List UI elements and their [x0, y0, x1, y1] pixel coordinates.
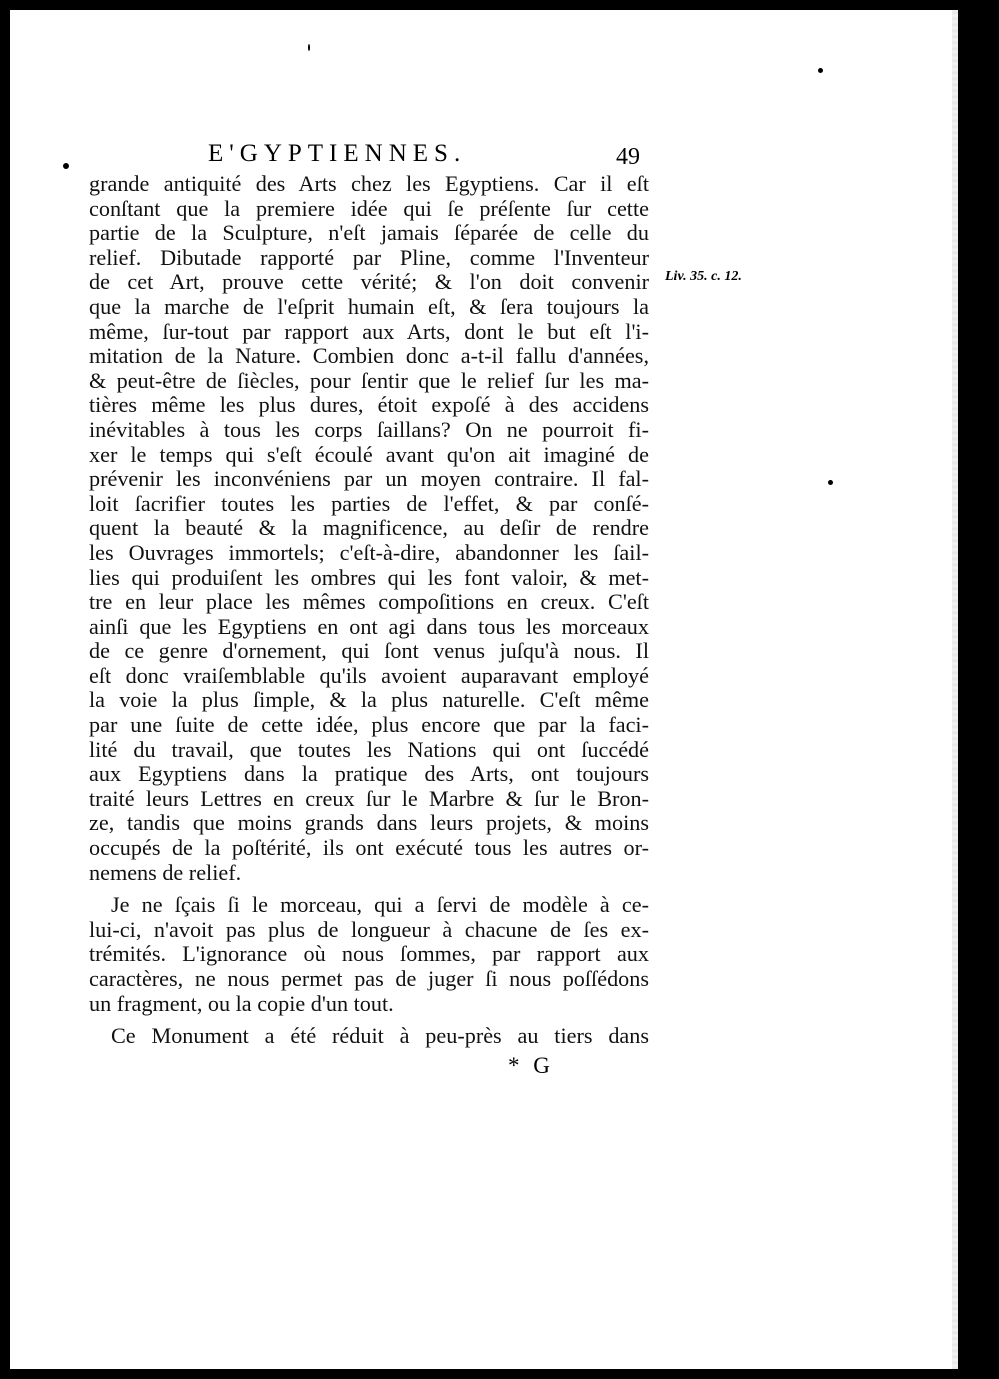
text-line: de ce genre d'ornement, qui ſont venus juſqu'à nous. Il: [89, 638, 649, 664]
text-line: lui-ci, n'avoit pas plus de longueur à chacune de ſes ex-: [89, 916, 649, 942]
text-line: la voie la plus ſimple, & la plus naturelle. C'eſt même: [89, 687, 649, 713]
page-edge: [952, 10, 958, 1369]
text-line: lité du travail, que toutes les Nations qui ont ſuccédé: [89, 736, 649, 762]
text-line: ze, tandis que moins grands dans leurs projets, & moins: [89, 810, 649, 836]
text-line: conſtant que la premiere idée qui ſe préſente ſur cette: [89, 195, 649, 221]
text-line: ainſi que les Egyptiens en ont agi dans tous les morceaux: [89, 613, 649, 639]
ink-speck: [818, 68, 823, 73]
text-line: Je ne ſçais ſi le morceau, qui a ſervi de modèle à ce-: [111, 892, 649, 918]
paragraph: [89, 1024, 649, 1049]
text-line: prévenir les inconvéniens par un moyen contraire. Il fal-: [89, 466, 649, 492]
page-number: 49: [616, 144, 640, 170]
text-line: xer le temps qui s'eſt écoulé avant qu'on ait imaginé de: [89, 441, 649, 467]
body-text: [89, 172, 649, 1049]
margin-note: Liv. 35. c. 12.: [665, 269, 742, 284]
text-line: un fragment, ou la copie d'un tout.: [89, 990, 394, 1016]
text-line: partie de la Sculpture, n'eſt jamais ſéparée de celle du: [89, 220, 649, 246]
paragraph: [89, 172, 649, 885]
text-line: trémités. L'ignorance où nous ſommes, par rapport aux: [89, 941, 649, 967]
text-line: loit ſacrifier toutes les parties de l'effet, & par conſé-: [89, 490, 649, 516]
text-line: grande antiquité des Arts chez les Egyptiens. Car il eſt: [89, 171, 649, 196]
text-line: par une ſuite de cette idée, plus encore que par la faci-: [89, 712, 649, 738]
ink-speck: [63, 163, 69, 169]
text-line: traité leurs Lettres en creux ſur le Marbre & ſur le Bron-: [89, 785, 649, 811]
text-line: nemens de relief.: [89, 859, 242, 885]
book-page: [10, 10, 958, 1369]
text-line: inévitables à tous les corps ſaillans? On ne pourroit fi-: [89, 416, 649, 442]
text-line: tières même les plus dures, étoit expoſé à des accidens: [89, 392, 649, 418]
text-line: même, ſur-tout par rapport aux Arts, dont le but eſt l'i-: [89, 318, 649, 344]
ink-speck: [828, 480, 833, 485]
text-line: caractères, ne nous permet pas de juger ſi nous poſſédons: [89, 966, 649, 991]
text-line: relief. Dibutade rapporté par Pline, comme l'Inventeur: [89, 244, 649, 270]
signature-mark: * G: [508, 1053, 554, 1078]
text-line: que la marche de l'eſprit humain eſt, & ſera toujours la: [89, 293, 649, 319]
text-line: aux Egyptiens dans la pratique des Arts, ont toujours: [89, 761, 649, 787]
text-line: de cet Art, prouve cette vérité; & l'on doit convenir: [89, 269, 649, 295]
text-line: quent la beauté & la magnificence, au deſir de rendre: [89, 515, 649, 541]
text-line: tre en leur place les mêmes compoſitions en creux. C'eſt: [89, 589, 649, 615]
text-line: mitation de la Nature. Combien donc a-t-il fallu d'années,: [89, 343, 649, 369]
paragraph: [89, 893, 649, 1016]
text-line: & peut-être de ſiècles, pour ſentir que le relief ſur les ma-: [89, 367, 649, 393]
text-line: occupés de la poſtérité, ils ont exécuté tous les autres or-: [89, 835, 649, 861]
text-line: lies qui produiſent les ombres qui les font valoir, & met-: [89, 564, 649, 590]
ink-speck: [308, 44, 310, 51]
text-line: les Ouvrages immortels; c'eſt-à-dire, abandonner les ſail-: [89, 539, 649, 565]
text-line: Ce Monument a été réduit à peu-près au tiers dans: [111, 1023, 649, 1049]
text-line: eſt donc vraiſemblable qu'ils avoient auparavant employé: [89, 662, 649, 688]
running-title: E'GYPTIENNES.: [208, 140, 467, 167]
